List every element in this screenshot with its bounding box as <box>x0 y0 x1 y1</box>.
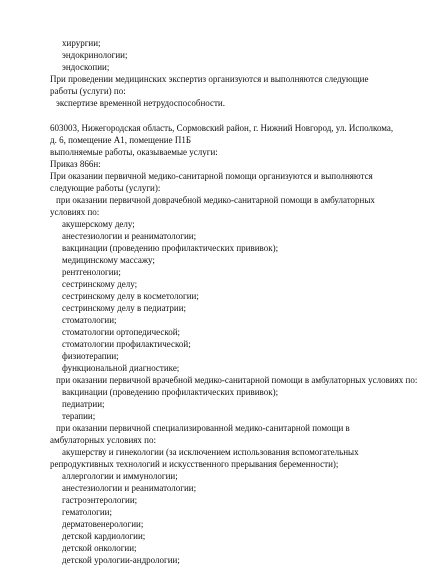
subsection-intro: при оказании первичной доврачебной медико-санитарной помощи в амбулаторных условиях по: <box>50 195 375 217</box>
list-item: медицинскому массажу; <box>62 255 155 265</box>
list-item: сестринскому делу; <box>62 279 138 289</box>
subsection-intro: при оказании первичной врачебной медико-санитарной помощи в амбулаторных условиях по: <box>56 375 418 385</box>
list-item: детской урологии-андрологии; <box>62 555 180 565</box>
list-item: эндокринологии; <box>62 50 128 60</box>
list-item: анестезиологии и реаниматологии; <box>62 231 197 241</box>
list-item: акушерскому делу; <box>62 219 135 229</box>
list-item: сестринскому делу в педиатрии; <box>62 303 187 313</box>
list-item: гастроэнтерологии; <box>62 495 138 505</box>
list-item: аллергологии и иммунологии; <box>62 471 178 481</box>
list-item: акушерству и гинекологии (за исключением использования вспомогательных репродуктивных технологий и искусственного прерывания беременности); <box>50 447 359 469</box>
list-item: стоматологии профилактической; <box>62 339 191 349</box>
subsection-intro: при оказании первичной специализированной медико-санитарной помощи в амбулаторных условиях по: <box>50 423 350 445</box>
order-label: Приказ 866н: <box>50 159 101 169</box>
list-item: вакцинации (проведению профилактических прививок); <box>62 387 279 397</box>
section-intro: При оказании первичной медико-санитарной помощи организуются и выполняются следующие работы (услуги): <box>50 171 373 193</box>
list-item: хирургии; <box>62 38 101 48</box>
list-item: стоматологии ортопедической; <box>62 327 181 337</box>
list-item: физиотерапии; <box>62 351 119 361</box>
list-item: детской кардиологии; <box>62 531 146 541</box>
address-text: 603003, Нижегородская область, Сормовский район, г. Нижний Новгород, ул. Исполкома, д. 6, помещение А1, помещение П1Б <box>50 123 394 145</box>
list-item: эндоскопии; <box>62 62 110 72</box>
list-item: рентгенологии; <box>62 267 121 277</box>
list-item: детской онкологии; <box>62 543 137 553</box>
works-label: выполняемые работы, оказываемые услуги: <box>50 147 218 157</box>
list-item: экспертизе временной нетрудоспособности. <box>56 98 225 108</box>
list-item: анестезиологии и реаниматологии; <box>62 483 197 493</box>
list-item: терапии; <box>62 411 96 421</box>
expertise-intro: При проведении медицинских экспертиз организуются и выполняются следующие работы (услуги) по: <box>50 74 369 96</box>
list-item: дерматовенерологии; <box>62 519 144 529</box>
list-item: сестринскому делу в косметологии; <box>62 291 199 301</box>
list-item: вакцинации (проведению профилактических прививок); <box>62 243 279 253</box>
list-item: гематологии; <box>62 507 112 517</box>
list-item: стоматологии; <box>62 315 117 325</box>
list-item: функциональной диагностике; <box>62 363 180 373</box>
list-item: педиатрии; <box>62 399 105 409</box>
